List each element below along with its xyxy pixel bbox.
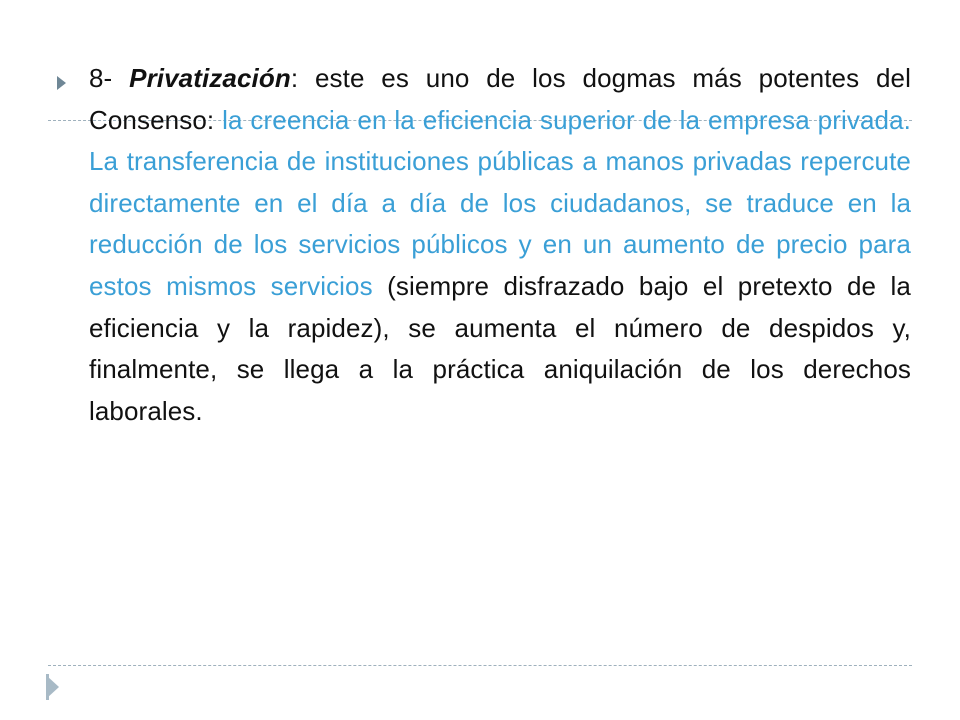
slide-marker-arrow-icon — [47, 676, 59, 698]
slide-body — [57, 58, 915, 432]
point-term: Privatización — [129, 63, 291, 93]
bullet-triangle-icon — [57, 76, 66, 90]
point-highlight: la creencia en la eficiencia superior de la empresa privada. La transferencia de instituciones públicas a manos privadas repercute directamente en el día a día de los ciudadanos, se traduce en la reducción de los servicios públicos y en un aumento de precio para estos mismos servicios — [89, 104, 911, 301]
point-tail: (siempre disfrazado bajo el pretexto de la eficiencia y la rapidez), se aumenta el número de despidos y, finalmente, se llega a la práctica aniquilación de los derechos laborales. — [89, 270, 911, 426]
point-prefix: 8- — [89, 63, 130, 93]
point-lead: : este es uno de los dogmas más potentes del Consenso: — [89, 63, 911, 135]
bullet-paragraph — [89, 58, 911, 432]
bottom-dashed-rule — [48, 665, 912, 666]
